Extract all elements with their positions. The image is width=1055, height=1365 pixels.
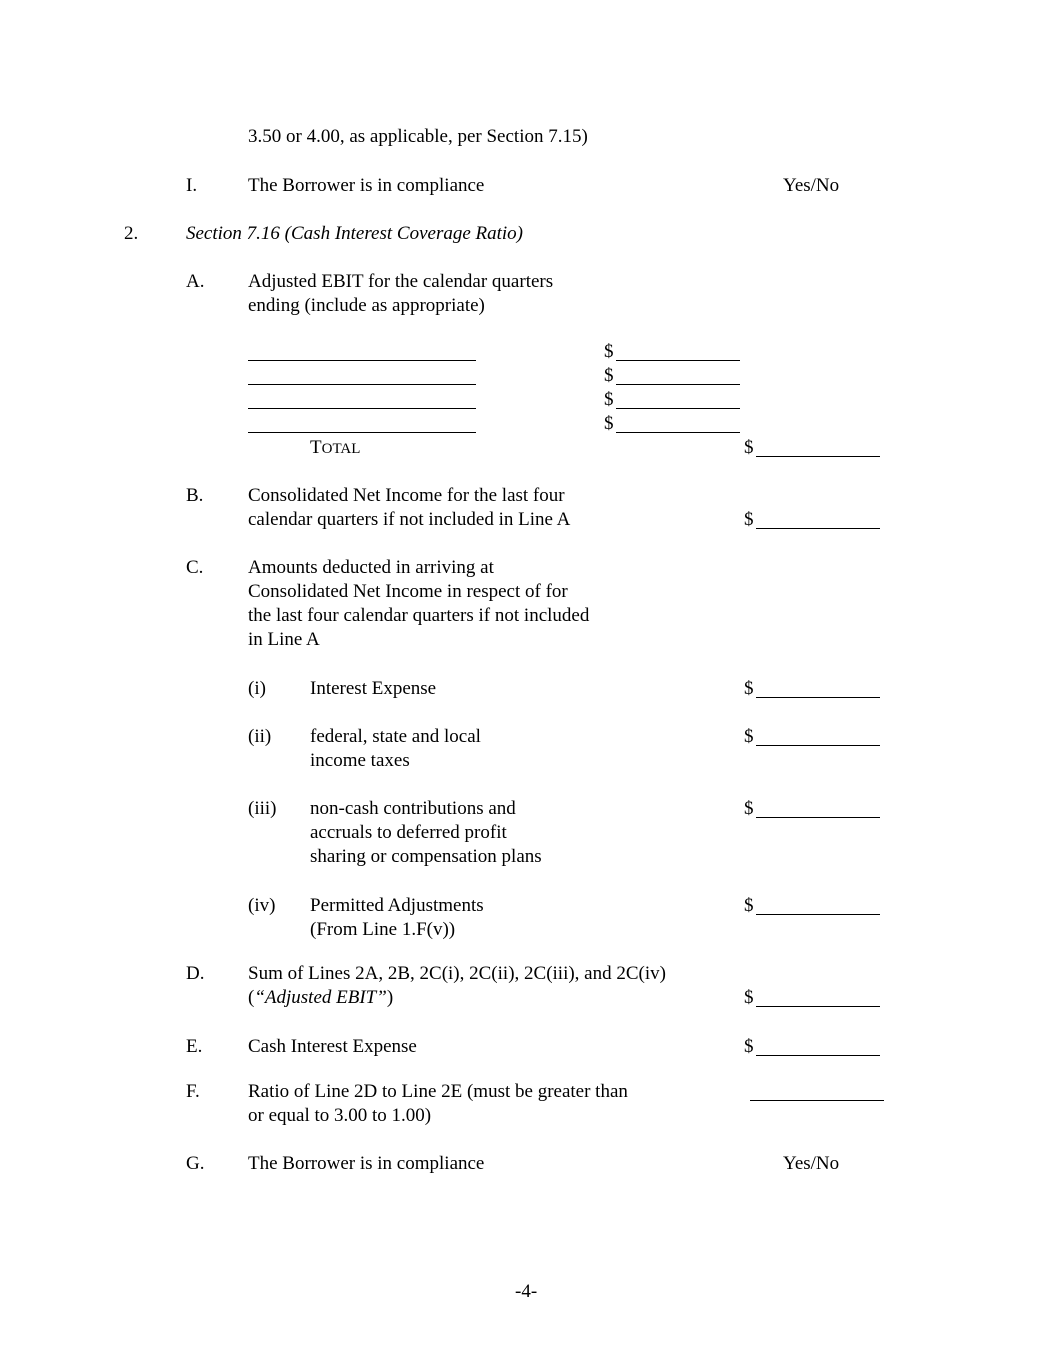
quarter-dollar-2: $	[604, 365, 614, 386]
item-2c-i-dollar: $	[744, 678, 754, 699]
item-2c-line3: the last four calendar quarters if not included	[248, 605, 590, 626]
item-2c-iv-dollar: $	[744, 895, 754, 916]
item-1i-marker: I.	[186, 175, 198, 196]
item-2c-line2: Consolidated Net Income in respect of for	[248, 581, 568, 602]
quarter-amount-blank-2[interactable]	[616, 384, 740, 385]
item-2f-marker: F.	[186, 1081, 200, 1102]
item-2g-marker: G.	[186, 1153, 205, 1174]
item-2c-i-marker: (i)	[248, 678, 266, 699]
item-2c-iv-line1: Permitted Adjustments	[310, 895, 484, 916]
quarter-name-blank-1[interactable]	[248, 360, 476, 361]
quarter-dollar-4: $	[604, 413, 614, 434]
item-2a-line1: Adjusted EBIT for the calendar quarters	[248, 271, 554, 292]
item-2c-iii-amount-blank[interactable]	[756, 817, 880, 818]
quarter-name-blank-2[interactable]	[248, 384, 476, 385]
item-2c-iii-line1: non-cash contributions and	[310, 798, 516, 819]
item-2d-amount-blank[interactable]	[756, 1006, 880, 1007]
item-2c-iv-line2: (From Line 1.F(v))	[310, 919, 456, 940]
quarter-amount-blank-1[interactable]	[616, 360, 740, 361]
item-2b-amount-blank[interactable]	[756, 528, 880, 529]
item-2e-dollar: $	[744, 1036, 754, 1057]
item-2f-ratio-blank[interactable]	[750, 1100, 884, 1101]
item-2c-ii-amount-blank[interactable]	[756, 745, 880, 746]
item-2c-ii-dollar: $	[744, 726, 754, 747]
item-2c-i-amount-blank[interactable]	[756, 697, 880, 698]
item-2c-iii-dollar: $	[744, 798, 754, 819]
item-2d-line1: Sum of Lines 2A, 2B, 2C(i), 2C(ii), 2C(iii), and 2C(iv)	[248, 963, 666, 984]
item-2c-line1: Amounts deducted in arriving at	[248, 557, 494, 578]
quarter-amount-blank-3[interactable]	[616, 408, 740, 409]
item-2e-marker: E.	[186, 1036, 203, 1057]
item-1i-answer: Yes/No	[783, 175, 840, 196]
quarter-name-blank-4[interactable]	[248, 432, 476, 433]
item-2d-dollar: $	[744, 987, 754, 1008]
item-2b-line1: Consolidated Net Income for the last four	[248, 485, 565, 506]
item-2c-marker: C.	[186, 557, 204, 578]
item-2e-text: Cash Interest Expense	[248, 1036, 417, 1057]
section-2-title: Section 7.16 (Cash Interest Coverage Ratio)	[186, 223, 524, 244]
total-amount-blank[interactable]	[756, 456, 880, 457]
item-2c-iv-marker: (iv)	[248, 895, 276, 916]
item-2c-iii-marker: (iii)	[248, 798, 277, 819]
item-2g-text: The Borrower is in compliance	[248, 1153, 485, 1174]
item-1i-text: The Borrower is in compliance	[248, 175, 485, 196]
item-2d-marker: D.	[186, 963, 205, 984]
page-number: -4-	[515, 1281, 538, 1302]
item-2c-ii-line2: income taxes	[310, 750, 410, 771]
item-2c-line4: in Line A	[248, 629, 320, 650]
item-2b-marker: B.	[186, 485, 204, 506]
quarter-dollar-3: $	[604, 389, 614, 410]
continuation-text: 3.50 or 4.00, as applicable, per Section 7.15)	[248, 126, 588, 147]
quarter-amount-blank-4[interactable]	[616, 432, 740, 433]
item-2a-line2: ending (include as appropriate)	[248, 295, 485, 316]
item-2b-line2: calendar quarters if not included in Line A	[248, 509, 571, 530]
item-2f-line1: Ratio of Line 2D to Line 2E (must be greater than	[248, 1081, 628, 1102]
item-2g-answer: Yes/No	[783, 1153, 840, 1174]
section-2-number: 2.	[124, 223, 139, 244]
item-2c-i-line1: Interest Expense	[310, 678, 437, 699]
quarter-dollar-1: $	[604, 341, 614, 362]
item-2c-ii-line1: federal, state and local	[310, 726, 481, 747]
quarter-name-blank-3[interactable]	[248, 408, 476, 409]
total-dollar: $	[744, 437, 754, 458]
item-2e-amount-blank[interactable]	[756, 1055, 880, 1056]
item-2a-marker: A.	[186, 271, 205, 292]
item-2c-iii-line2: accruals to deferred profit	[310, 822, 507, 843]
total-label: TOTAL	[310, 437, 361, 458]
item-2c-iii-line3: sharing or compensation plans	[310, 846, 542, 867]
item-2f-line2: or equal to 3.00 to 1.00)	[248, 1105, 432, 1126]
item-2b-dollar: $	[744, 509, 754, 530]
item-2c-iv-amount-blank[interactable]	[756, 914, 880, 915]
item-2d-line2: (“Adjusted EBIT”)	[248, 987, 394, 1008]
item-2c-ii-marker: (ii)	[248, 726, 272, 747]
